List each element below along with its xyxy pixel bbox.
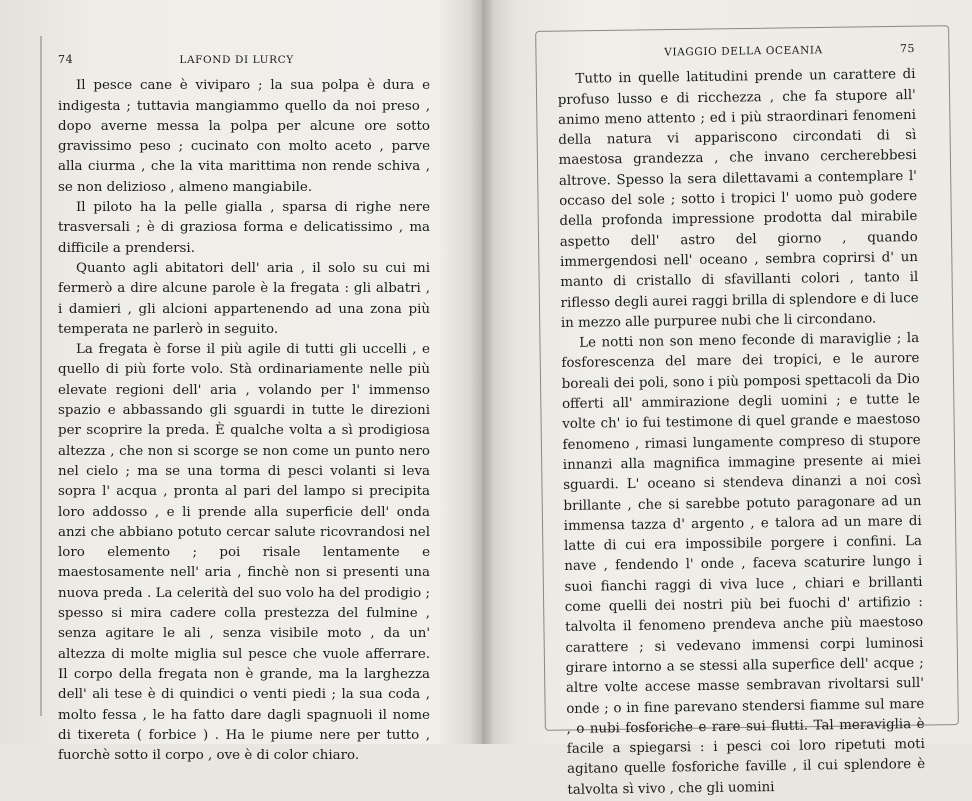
- left-page-edge: [40, 36, 42, 716]
- left-paragraph: Il piloto ha la pelle gialla , sparsa di righe nere trasversali ; è di graziosa forma e delicatissimo , ma difficile a prendersi.: [58, 200, 430, 256]
- right-page-number: 75: [899, 42, 916, 56]
- book-gutter: [470, 0, 494, 744]
- right-running-title: VIAGGIO DELLA OCEANIA: [664, 44, 823, 59]
- left-page: [58, 50, 430, 766]
- left-page-number: 74: [58, 53, 74, 66]
- right-paragraph: Tutto in quelle latitudini prende un carattere di profuso lusso e di ricchezza , che fa stupore all' animo meno attento ; ed i più straordinari fenomeni della natura vi appariscono circondati di sì maestosa grandezza , che invano cercherebbesi altrove. Spesso la sera dilettavami a contemplare l' occaso del sole ; sotto i tropici l' uomo può godere della profonda impressione prodotta dal mirabile aspetto dell' astro del giorno , quando immergendosi nell' oceano , sembra coprirsi d' un manto di cristallo di sfavillanti colori , tanto il riflesso degli aurei raggi brilla di splendore e di luce in mezzo alle purpuree nubi che li circondano.: [557, 67, 919, 331]
- left-paragraph: Quanto agli abitatori dell' aria , il solo su cui mi fermerò a dire alcune parole è la fregata : gli albatri , i damieri , gli alcioni appartenendo ad una zona più temperata ne parlerò in seguito.: [58, 260, 430, 337]
- left-running-title: LAFOND DI LURCY: [179, 54, 294, 66]
- left-paragraph: Il pesce cane è viviparo ; la sua polpa è dura e indigesta ; tuttavia mangiammo quello da noi preso , dopo averne messa la polpa per alcune ore sotto gravissimo peso ; cucinato con molto aceto , parve alla ciurma , che la vita marittima non rende schiva , se non delizioso , almeno mangiabile.: [58, 78, 430, 195]
- left-paragraph: La fregata è forse il più agile di tutti gli uccelli , e quello di più forte volo. Stà ordinariamente nelle più elevate regioni dell' aria , volando per l' immenso spazio e abbassando gli sguardi in tutte le direzioni per scoprire la preda. È qualche volta a sì prodigiosa altezza , che non si scorge se non come un punto nero nel cielo ; ma se una torma di pesci volanti si leva sopra l' acqua , pronta al pari del lampo si precipita loro addosso , e li prende alla superficie dell' onda anzi che abbiano potuto cercar salute ricovrandosi nel loro elemento ; poi risale lentamente e maestosamente nell' aria , finchè non si presenti una nuova preda . La celerità del suo volo ha del prodigio ; spesso si mira cadere colla prestezza del fulmine , senza agitare le ali , senza visibile moto , da un' altezza di molte miglia sul pesce che vuole afferrare. Il corpo della fregata non è grande, ma la larghezza dell' ali tese è di quindici o venti piedi ; la sua coda , molto fessa , le ha fatto dare dagli spagnuoli il nome di tixereta ( forbice ) . Ha le piume nere per tutto , fuorchè sotto il corpo , ove è di color chiaro.: [58, 342, 430, 764]
- right-running-head: [557, 39, 915, 64]
- right-paragraph: Le notti non son meno feconde di maraviglie ; la fosforescenza del mare dei tropici, e le aurore boreali dei poli, sono i più pomposi spettacoli da Dio offerti all' ammirazione degli uomini ; e tutte le volte ch' io fui testimone di quel grande e maestoso fenomeno , rimasi lungamente compreso di stupore innanzi alla magnifica immagine presente ai miei sguardi. L' oceano si stendeva dinanzi a noi così brillante , che si sarebbe potuto paragonare ad un immensa tazza d' argento , e talora ad un mare di latte di cui era impossibile porgere i confini. La nave , fendendo l' onde , faceva scaturire lungo i suoi fianchi raggi di viva luce , chiari e brillanti come quelli dei nostri più bei fuochi d' artifizio : talvolta il fenomeno prendeva anche più maestoso carattere ; si vedevano immensi corpi luminosi girare intorno a se stessi alla superfice dell' acque ; altre volte accese masse sembravan rivoltarsi sull' onde ; o in fine parevano stendersi fiamme sul mare , o nubi fosforiche e rare sui flutti. Tal meraviglia è facile a spiegarsi : i pesci coi loro ripetuti moti agitano quelle fosforiche faville , il cui splendore è talvolta sì vivo , che gli uomini: [561, 331, 926, 798]
- left-running-head: [58, 50, 430, 70]
- right-page: [557, 39, 926, 801]
